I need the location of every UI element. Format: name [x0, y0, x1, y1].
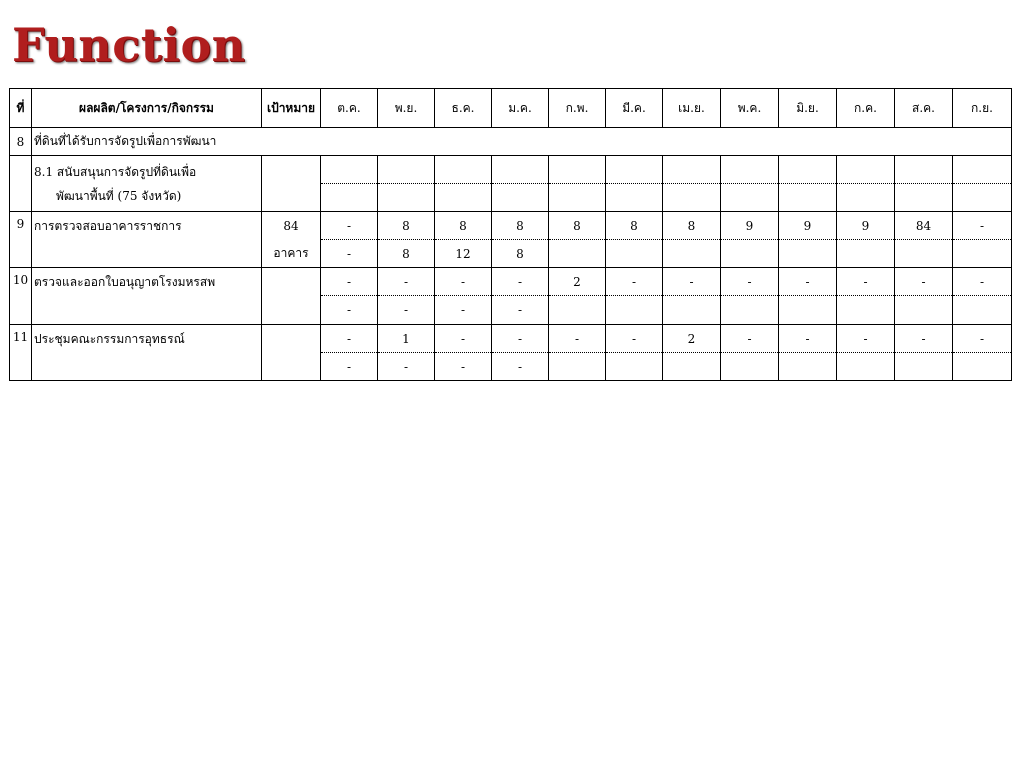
plan-cell: -: [321, 325, 378, 353]
actual-cell: [837, 184, 895, 212]
row-target: [262, 268, 321, 325]
actual-cell: [549, 184, 606, 212]
actual-cell: [549, 240, 606, 268]
actual-cell: [663, 184, 721, 212]
actual-cell: -: [435, 353, 492, 381]
actual-cell: 12: [435, 240, 492, 268]
plan-cell: [895, 156, 953, 184]
header-month: ธ.ค.: [435, 89, 492, 128]
actual-cell: [779, 296, 837, 325]
plan-cell: -: [953, 325, 1012, 353]
plan-cell: 2: [663, 325, 721, 353]
plan-cell: [837, 156, 895, 184]
actual-cell: [779, 353, 837, 381]
actual-cell: [663, 296, 721, 325]
table-row: [10, 128, 1012, 156]
header-item: ผลผลิต/โครงการ/กิจกรรม: [32, 89, 262, 128]
header-month: พ.ย.: [378, 89, 435, 128]
actual-cell: -: [492, 296, 549, 325]
actual-cell: [321, 184, 378, 212]
actual-cell: -: [321, 240, 378, 268]
header-month: ก.ค.: [837, 89, 895, 128]
plan-cell: -: [721, 325, 779, 353]
header-month: เม.ย.: [663, 89, 721, 128]
header-month: ก.พ.: [549, 89, 606, 128]
actual-cell: [721, 240, 779, 268]
actual-cell: [779, 240, 837, 268]
actual-cell: -: [435, 296, 492, 325]
plan-cell: [321, 156, 378, 184]
plan-cell: [378, 156, 435, 184]
plan-cell: [435, 156, 492, 184]
plan-cell: [606, 156, 663, 184]
actual-cell: [779, 184, 837, 212]
plan-cell: 9: [779, 212, 837, 240]
row-number: [10, 156, 32, 212]
plan-cell: -: [837, 325, 895, 353]
row-name: การตรวจสอบอาคารราชการ: [32, 212, 262, 268]
row-name-line2: พัฒนาพื้นที่ (75 จังหวัด): [56, 188, 182, 203]
row-name: ที่ดินที่ได้รับการจัดรูปเพื่อการพัฒนา: [32, 128, 1012, 156]
plan-cell: 8: [435, 212, 492, 240]
row-name: [32, 156, 262, 212]
plan-cell: -: [606, 325, 663, 353]
plan-cell: 8: [606, 212, 663, 240]
plan-cell: -: [895, 268, 953, 296]
plan-cell: -: [435, 325, 492, 353]
plan-cell: -: [953, 268, 1012, 296]
plan-cell: -: [663, 268, 721, 296]
table-row: [10, 268, 1012, 296]
actual-cell: [953, 296, 1012, 325]
plan-cell: -: [721, 268, 779, 296]
actual-cell: [721, 353, 779, 381]
row-number: 11: [10, 325, 32, 381]
row-number: 10: [10, 268, 32, 325]
actual-cell: [378, 184, 435, 212]
actual-cell: -: [378, 296, 435, 325]
plan-cell: -: [779, 268, 837, 296]
row-target-unit: อาคาร: [262, 240, 321, 268]
plan-cell: -: [378, 268, 435, 296]
plan-cell: -: [435, 268, 492, 296]
actual-cell: [953, 240, 1012, 268]
header-month: มิ.ย.: [779, 89, 837, 128]
plan-cell: [549, 156, 606, 184]
actual-cell: [606, 240, 663, 268]
actual-cell: [663, 353, 721, 381]
header-month: พ.ค.: [721, 89, 779, 128]
plan-cell: 1: [378, 325, 435, 353]
function-table: [9, 88, 1012, 381]
plan-cell: 8: [492, 212, 549, 240]
row-number: 9: [10, 212, 32, 268]
actual-cell: [606, 353, 663, 381]
plan-cell: -: [492, 268, 549, 296]
row-target: [262, 156, 321, 212]
actual-cell: [837, 240, 895, 268]
actual-cell: [895, 353, 953, 381]
plan-cell: -: [953, 212, 1012, 240]
actual-cell: [895, 240, 953, 268]
actual-cell: [721, 184, 779, 212]
row-name: ตรวจและออกใบอนุญาตโรงมหรสพ: [32, 268, 262, 325]
plan-cell: 2: [549, 268, 606, 296]
actual-cell: [953, 353, 1012, 381]
actual-cell: [435, 184, 492, 212]
actual-cell: -: [321, 353, 378, 381]
actual-cell: [837, 296, 895, 325]
actual-cell: [837, 353, 895, 381]
actual-cell: -: [492, 353, 549, 381]
plan-cell: -: [895, 325, 953, 353]
plan-cell: [779, 156, 837, 184]
plan-cell: [492, 156, 549, 184]
actual-cell: 8: [492, 240, 549, 268]
actual-cell: 8: [378, 240, 435, 268]
row-name-line1: 8.1 สนับสนุนการจัดรูปที่ดินเพื่อ: [34, 164, 197, 179]
actual-cell: [549, 296, 606, 325]
plan-cell: [663, 156, 721, 184]
row-target: 84: [262, 212, 321, 240]
actual-cell: [721, 296, 779, 325]
header-month: มี.ค.: [606, 89, 663, 128]
actual-cell: [606, 184, 663, 212]
table-row: [10, 156, 1012, 184]
actual-cell: -: [378, 353, 435, 381]
actual-cell: [895, 296, 953, 325]
plan-cell: -: [837, 268, 895, 296]
table-row: [10, 212, 1012, 240]
plan-cell: [721, 156, 779, 184]
plan-cell: -: [321, 268, 378, 296]
header-month: ม.ค.: [492, 89, 549, 128]
plan-cell: -: [321, 212, 378, 240]
header-target: เป้าหมาย: [262, 89, 321, 128]
row-target: [262, 325, 321, 381]
actual-cell: [953, 184, 1012, 212]
actual-cell: [606, 296, 663, 325]
plan-cell: 8: [549, 212, 606, 240]
header-month: ต.ค.: [321, 89, 378, 128]
plan-cell: -: [606, 268, 663, 296]
page-title: Function: [12, 18, 246, 72]
plan-cell: 8: [378, 212, 435, 240]
plan-cell: -: [779, 325, 837, 353]
plan-cell: 9: [837, 212, 895, 240]
header-month: ก.ย.: [953, 89, 1012, 128]
actual-cell: [663, 240, 721, 268]
row-name: ประชุมคณะกรรมการอุทธรณ์: [32, 325, 262, 381]
plan-cell: 9: [721, 212, 779, 240]
row-number: 8: [10, 128, 32, 156]
actual-cell: [895, 184, 953, 212]
plan-cell: 84: [895, 212, 953, 240]
actual-cell: [492, 184, 549, 212]
header-row: [10, 89, 1012, 128]
plan-cell: -: [549, 325, 606, 353]
header-no: ที่: [10, 89, 32, 128]
plan-cell: -: [492, 325, 549, 353]
actual-cell: -: [321, 296, 378, 325]
actual-cell: [549, 353, 606, 381]
plan-cell: [953, 156, 1012, 184]
header-month: ส.ค.: [895, 89, 953, 128]
table-row: [10, 325, 1012, 353]
plan-cell: 8: [663, 212, 721, 240]
